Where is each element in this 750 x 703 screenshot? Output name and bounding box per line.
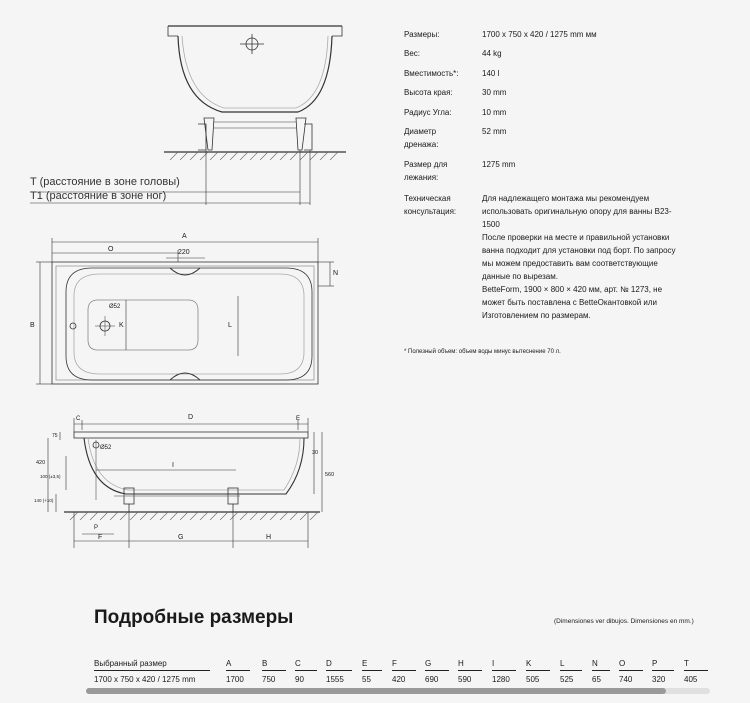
table-cell: 1700: [226, 675, 244, 684]
table-header: O: [619, 659, 626, 668]
note-line: ванна подходит для установки под борт. По запросу: [482, 246, 676, 255]
table-cell: 90: [295, 675, 304, 684]
table-cell: 1555: [326, 675, 344, 684]
table-header: D: [326, 659, 332, 668]
table-header: I: [492, 659, 495, 668]
table-header: N: [592, 659, 598, 668]
note-line: Изготовлением по размерам.: [482, 311, 591, 320]
table-rule: [619, 670, 643, 671]
dim-label-p: P: [94, 525, 99, 531]
table-header: K: [526, 659, 532, 668]
legend-t1: T1 (расстояние в зоне ног): [30, 190, 167, 202]
dim-label-30: 30: [312, 450, 319, 456]
dims-note: (Dimensiones ver dibujos. Dimensiones en mm.): [554, 618, 694, 625]
spec-lying-length: [404, 158, 702, 184]
table-rule: [362, 670, 382, 671]
note-line: может быть поставлена с BetteОкантовкой или: [482, 298, 658, 307]
table-rule: [94, 670, 210, 671]
spec-value: 10 mm: [482, 108, 507, 117]
dim-label-k: K: [119, 322, 124, 329]
spec-label: Техническая консультация:: [404, 194, 457, 216]
spec-value: 30 mm: [482, 88, 507, 97]
spec-label: Диаметр дренажа:: [404, 127, 439, 149]
table-cell: 740: [619, 675, 633, 684]
spec-value: [482, 192, 722, 322]
table-rule: [492, 670, 516, 671]
table-header: B: [262, 659, 268, 668]
side-view: [48, 418, 322, 548]
dim-label-g: G: [178, 534, 184, 541]
dim-label-o: O: [108, 246, 114, 253]
spec-value: 52 mm: [482, 127, 507, 136]
dim-label-l: L: [228, 322, 232, 329]
note-line: 1500: [482, 220, 500, 229]
table-cell: 65: [592, 675, 601, 684]
table-rule: [326, 670, 352, 671]
note-line: мы можем предоставить вам соответствующие: [482, 259, 658, 268]
spec-label: Вес:: [404, 49, 421, 58]
table-header: A: [226, 659, 232, 668]
dim-label-100: 100 (±3,5): [40, 474, 61, 479]
spec-label: Радиус Угла:: [404, 108, 452, 117]
top-view: [36, 238, 334, 384]
footnote: * Полезный объем: объем воды минус вытеснение 70 л.: [404, 349, 561, 355]
table-cell: 1700 x 750 x 420 / 1275 mm: [94, 675, 196, 684]
spec-drain-diameter: [404, 125, 702, 151]
table-header: T: [684, 659, 689, 668]
dim-label-75: 75: [52, 433, 58, 439]
table-rule: [526, 670, 550, 671]
spec-value: 1700 x 750 x 420 / 1275 mm мм: [482, 30, 597, 39]
spec-size: [404, 28, 702, 41]
table-header: E: [362, 659, 368, 668]
spec-weight: [404, 47, 702, 60]
note-line: После проверки на месте и правильной установки: [482, 233, 670, 242]
dim-label-i: I: [172, 462, 174, 469]
dim-label-560: 560: [325, 472, 335, 478]
dim-label-d: D: [188, 414, 194, 421]
scrollbar-thumb[interactable]: [86, 688, 666, 694]
table-cell: 420: [392, 675, 406, 684]
dim-label-140: 140 (+10): [34, 498, 54, 503]
spec-value: 140 l: [482, 69, 500, 78]
dim-label-c: C: [76, 416, 81, 422]
spec-label: Высота края:: [404, 88, 453, 97]
table-rule: [425, 670, 449, 671]
table-cell: 750: [262, 675, 276, 684]
spec-label: Размер для лежания:: [404, 160, 448, 182]
dim-label-drain: Ø52: [109, 304, 121, 310]
table-cell: 320: [652, 675, 666, 684]
dim-label-n: N: [333, 270, 339, 277]
table-rule: [652, 670, 674, 671]
dim-label-drain-side: Ø52: [100, 445, 112, 451]
spec-value: 44 kg: [482, 49, 502, 58]
dim-label-b: B: [30, 322, 35, 329]
note-line: использовать оригинальную опору для ванны B23-: [482, 207, 672, 216]
legend-t: T (расстояние в зоне головы): [30, 176, 180, 188]
table-header: G: [425, 659, 432, 668]
spec-rim-height: [404, 86, 702, 99]
table-header: H: [458, 659, 464, 668]
table-cell: 690: [425, 675, 439, 684]
horizontal-scrollbar[interactable]: [86, 688, 710, 694]
note-line: Для надлежащего монтажа мы рекомендуем: [482, 194, 650, 203]
table-cell: 525: [560, 675, 574, 684]
dim-label-a: A: [182, 233, 187, 240]
note-line: BetteForm, 1900 × 800 × 420 мм, арт. № 1273, не: [482, 285, 663, 294]
table-rule: [226, 670, 250, 671]
table-cell: 55: [362, 675, 371, 684]
dim-label-420: 420: [36, 460, 46, 466]
table-rule: [392, 670, 416, 671]
table-header: P: [652, 659, 658, 668]
table-cell: 590: [458, 675, 472, 684]
table-header: F: [392, 659, 397, 668]
table-cell: 405: [684, 675, 698, 684]
dim-label-f: F: [98, 534, 103, 541]
dim-label-220: 220: [178, 249, 190, 256]
spec-technical: [404, 192, 722, 322]
section-title: Подробные размеры: [94, 607, 294, 628]
spec-value: 1275 mm: [482, 160, 516, 169]
spec-label: Вместимость*:: [404, 69, 459, 78]
table-header: L: [560, 659, 565, 668]
table-cell: 1280: [492, 675, 510, 684]
spec-label: Размеры:: [404, 30, 440, 39]
dim-label-e: E: [296, 416, 301, 422]
table-rule: [684, 670, 708, 671]
spec-capacity: [404, 67, 702, 80]
table-rule: [592, 670, 610, 671]
note-line: данные по вырезам.: [482, 272, 558, 281]
table-rule: [262, 670, 286, 671]
table-cell: 505: [526, 675, 540, 684]
table-rule: [295, 670, 317, 671]
table-rule: [560, 670, 582, 671]
table-header: C: [295, 659, 301, 668]
table-rule: [458, 670, 482, 671]
dim-label-h: H: [266, 534, 272, 541]
table-header: Выбранный размер: [94, 659, 167, 668]
spec-corner-radius: [404, 106, 702, 119]
